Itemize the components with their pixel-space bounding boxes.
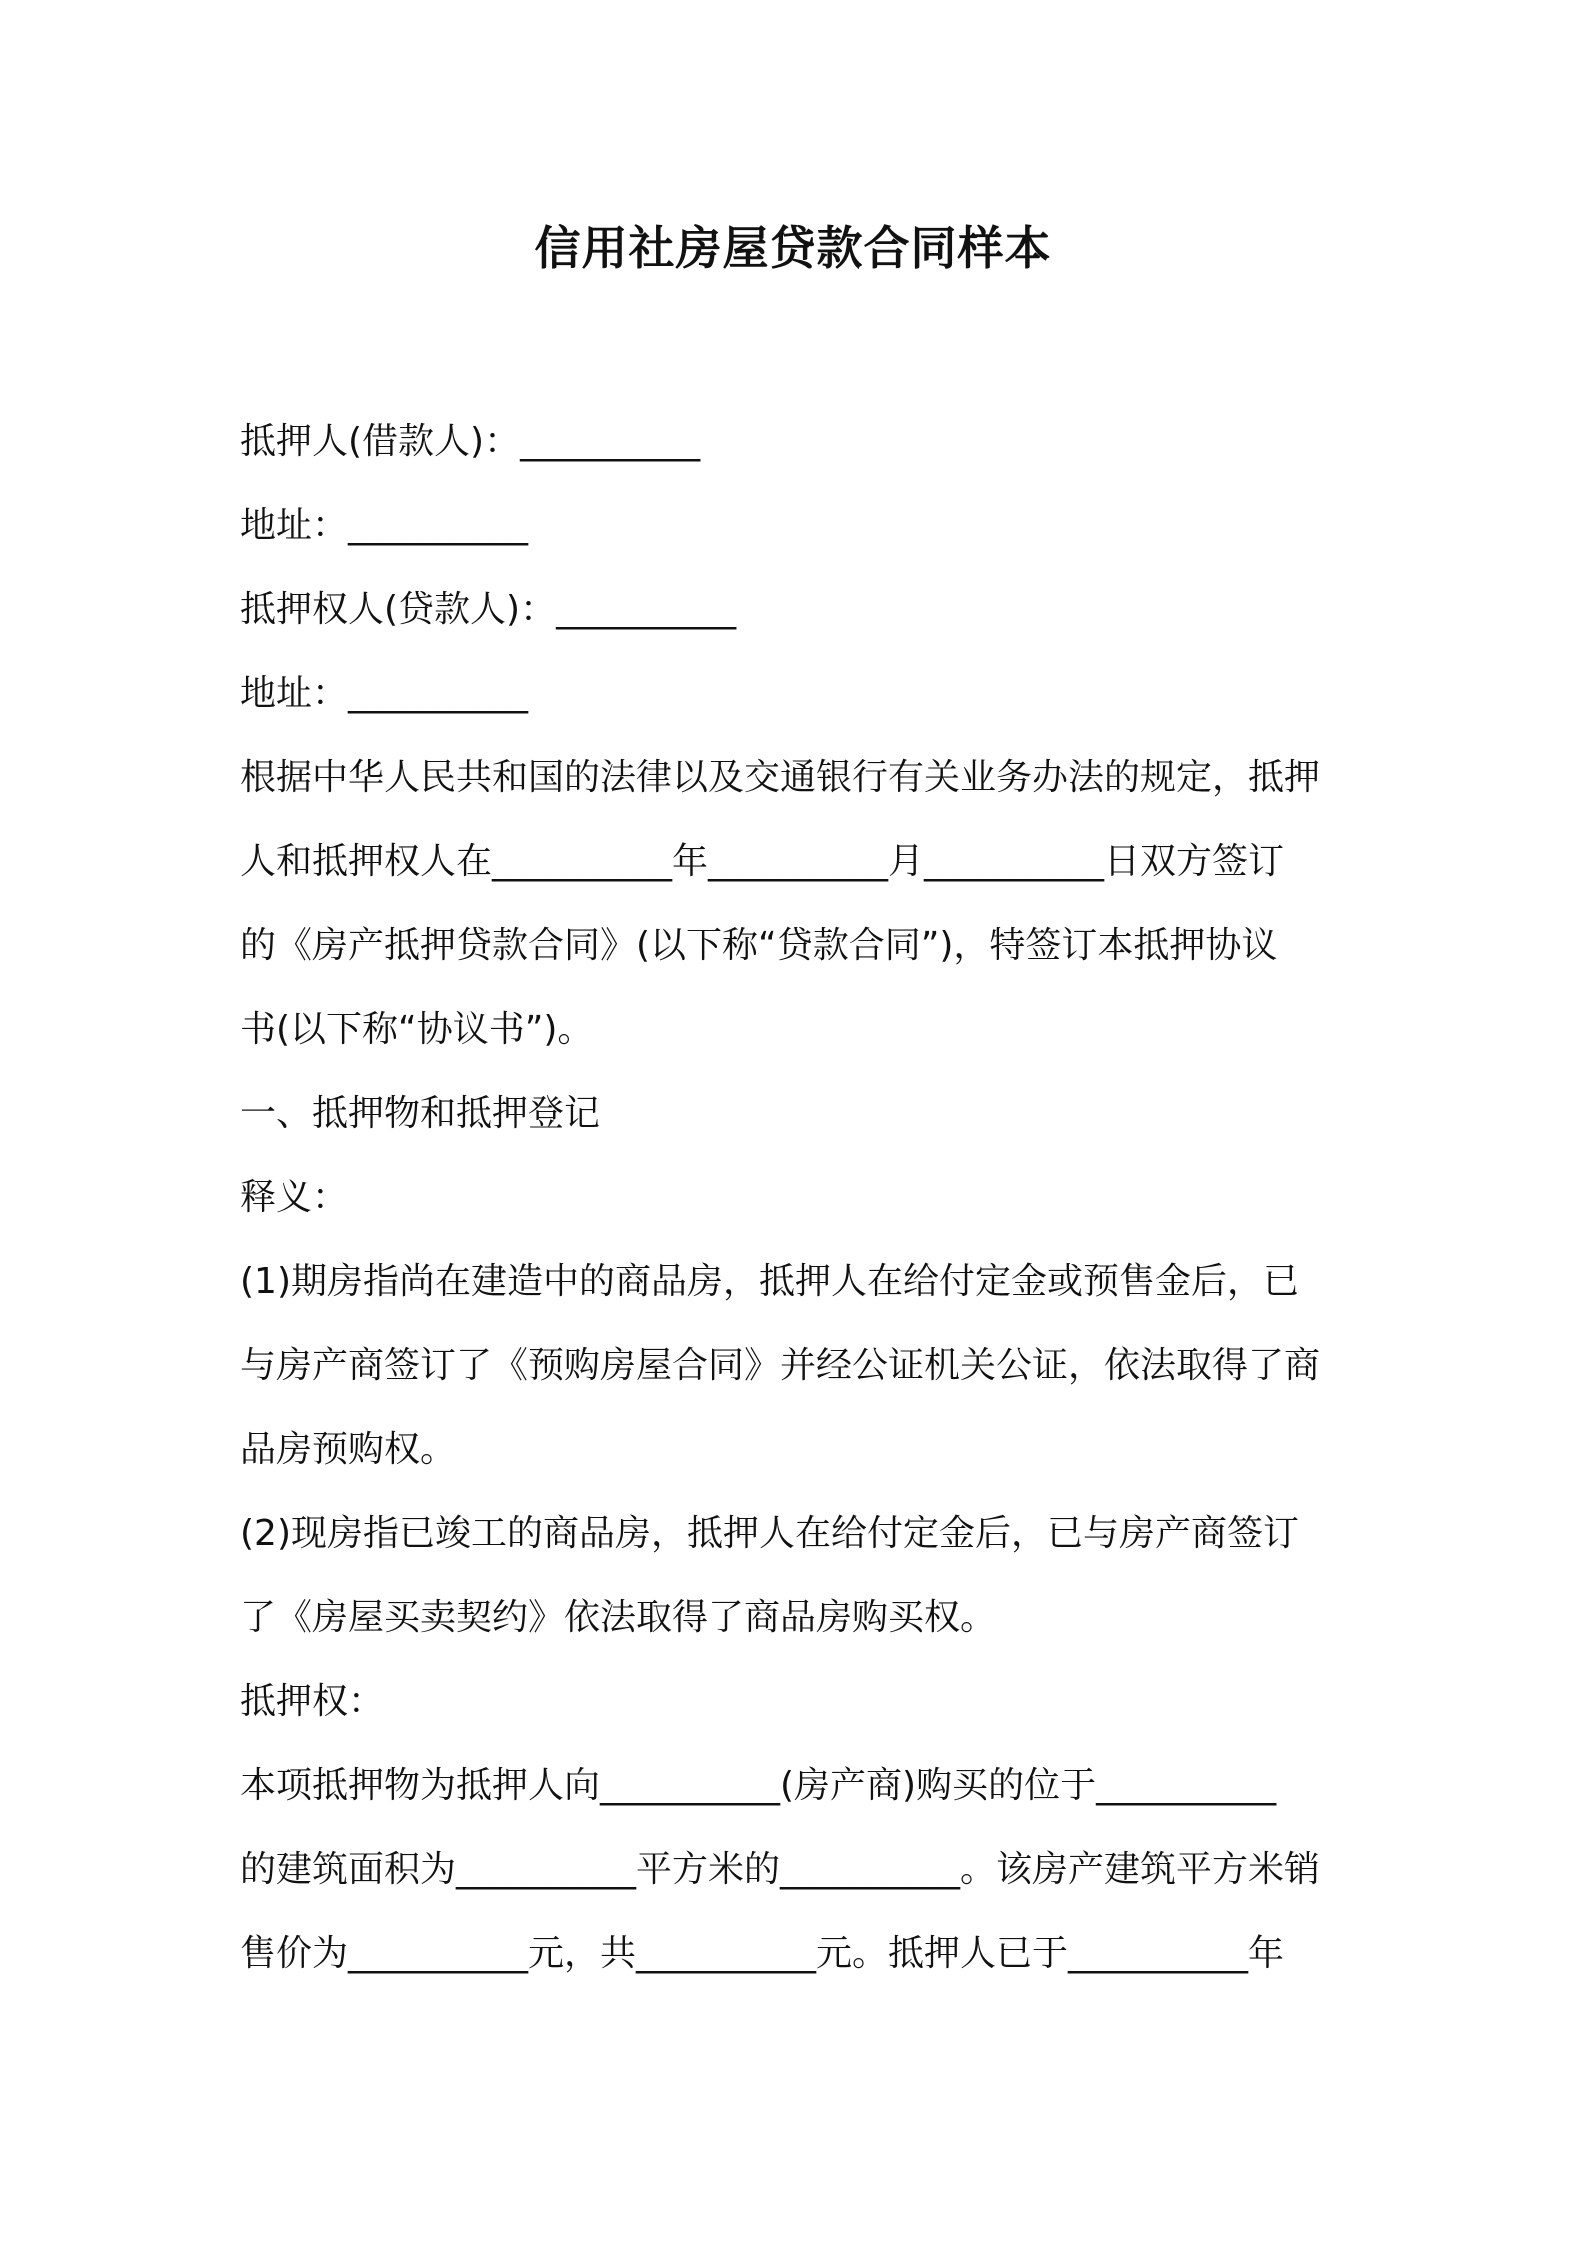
mortgagee-address-field: 地址：__________ [240,673,529,714]
section-heading: 一、抵押物和抵押登记 [240,1093,601,1134]
definition-line: 与房产商签订了《预购房屋合同》并经公证机关公证，依法取得了商 [240,1345,1321,1386]
definition-line: (2)现房指已竣工的商品房，抵押人在给付定金后，已与房产商签订 [240,1513,1299,1554]
mortgage-right-label: 抵押权： [240,1681,385,1722]
intro-paragraph-line: 书(以下称“协议书”)。 [240,1009,594,1050]
collateral-paragraph-line: 本项抵押物为抵押人向__________(房产商)购买的位于__________ [240,1765,1277,1806]
intro-paragraph-line: 人和抵押权人在__________年__________月__________日双方签订 [240,841,1285,882]
intro-paragraph-line: 根据中华人民共和国的法律以及交通银行有关业务办法的规定，抵押 [240,757,1321,798]
definition-line: 品房预购权。 [240,1429,457,1470]
definitions-label: 释义： [240,1177,349,1218]
document-body [240,400,1358,1996]
mortgagor-field: 抵押人(借款人)：__________ [240,421,701,462]
collateral-paragraph-line: 售价为__________元，共__________元。抵押人已于__________年 [240,1933,1285,1974]
document-title: 信用社房屋贷款合同样本 [534,221,1052,275]
definition-line: (1)期房指尚在建造中的商品房，抵押人在给付定金或预售金后，已 [240,1261,1299,1302]
intro-paragraph-line: 的《房产抵押贷款合同》(以下称“贷款合同”)，特签订本抵押协议 [240,925,1278,966]
definition-line: 了《房屋买卖契约》依法取得了商品房购买权。 [240,1597,997,1638]
collateral-paragraph-line: 的建筑面积为__________平方米的__________。该房产建筑平方米销 [240,1849,1321,1890]
mortgagee-field: 抵押权人(贷款人)：__________ [240,589,737,630]
mortgagor-address-field: 地址：__________ [240,505,529,546]
